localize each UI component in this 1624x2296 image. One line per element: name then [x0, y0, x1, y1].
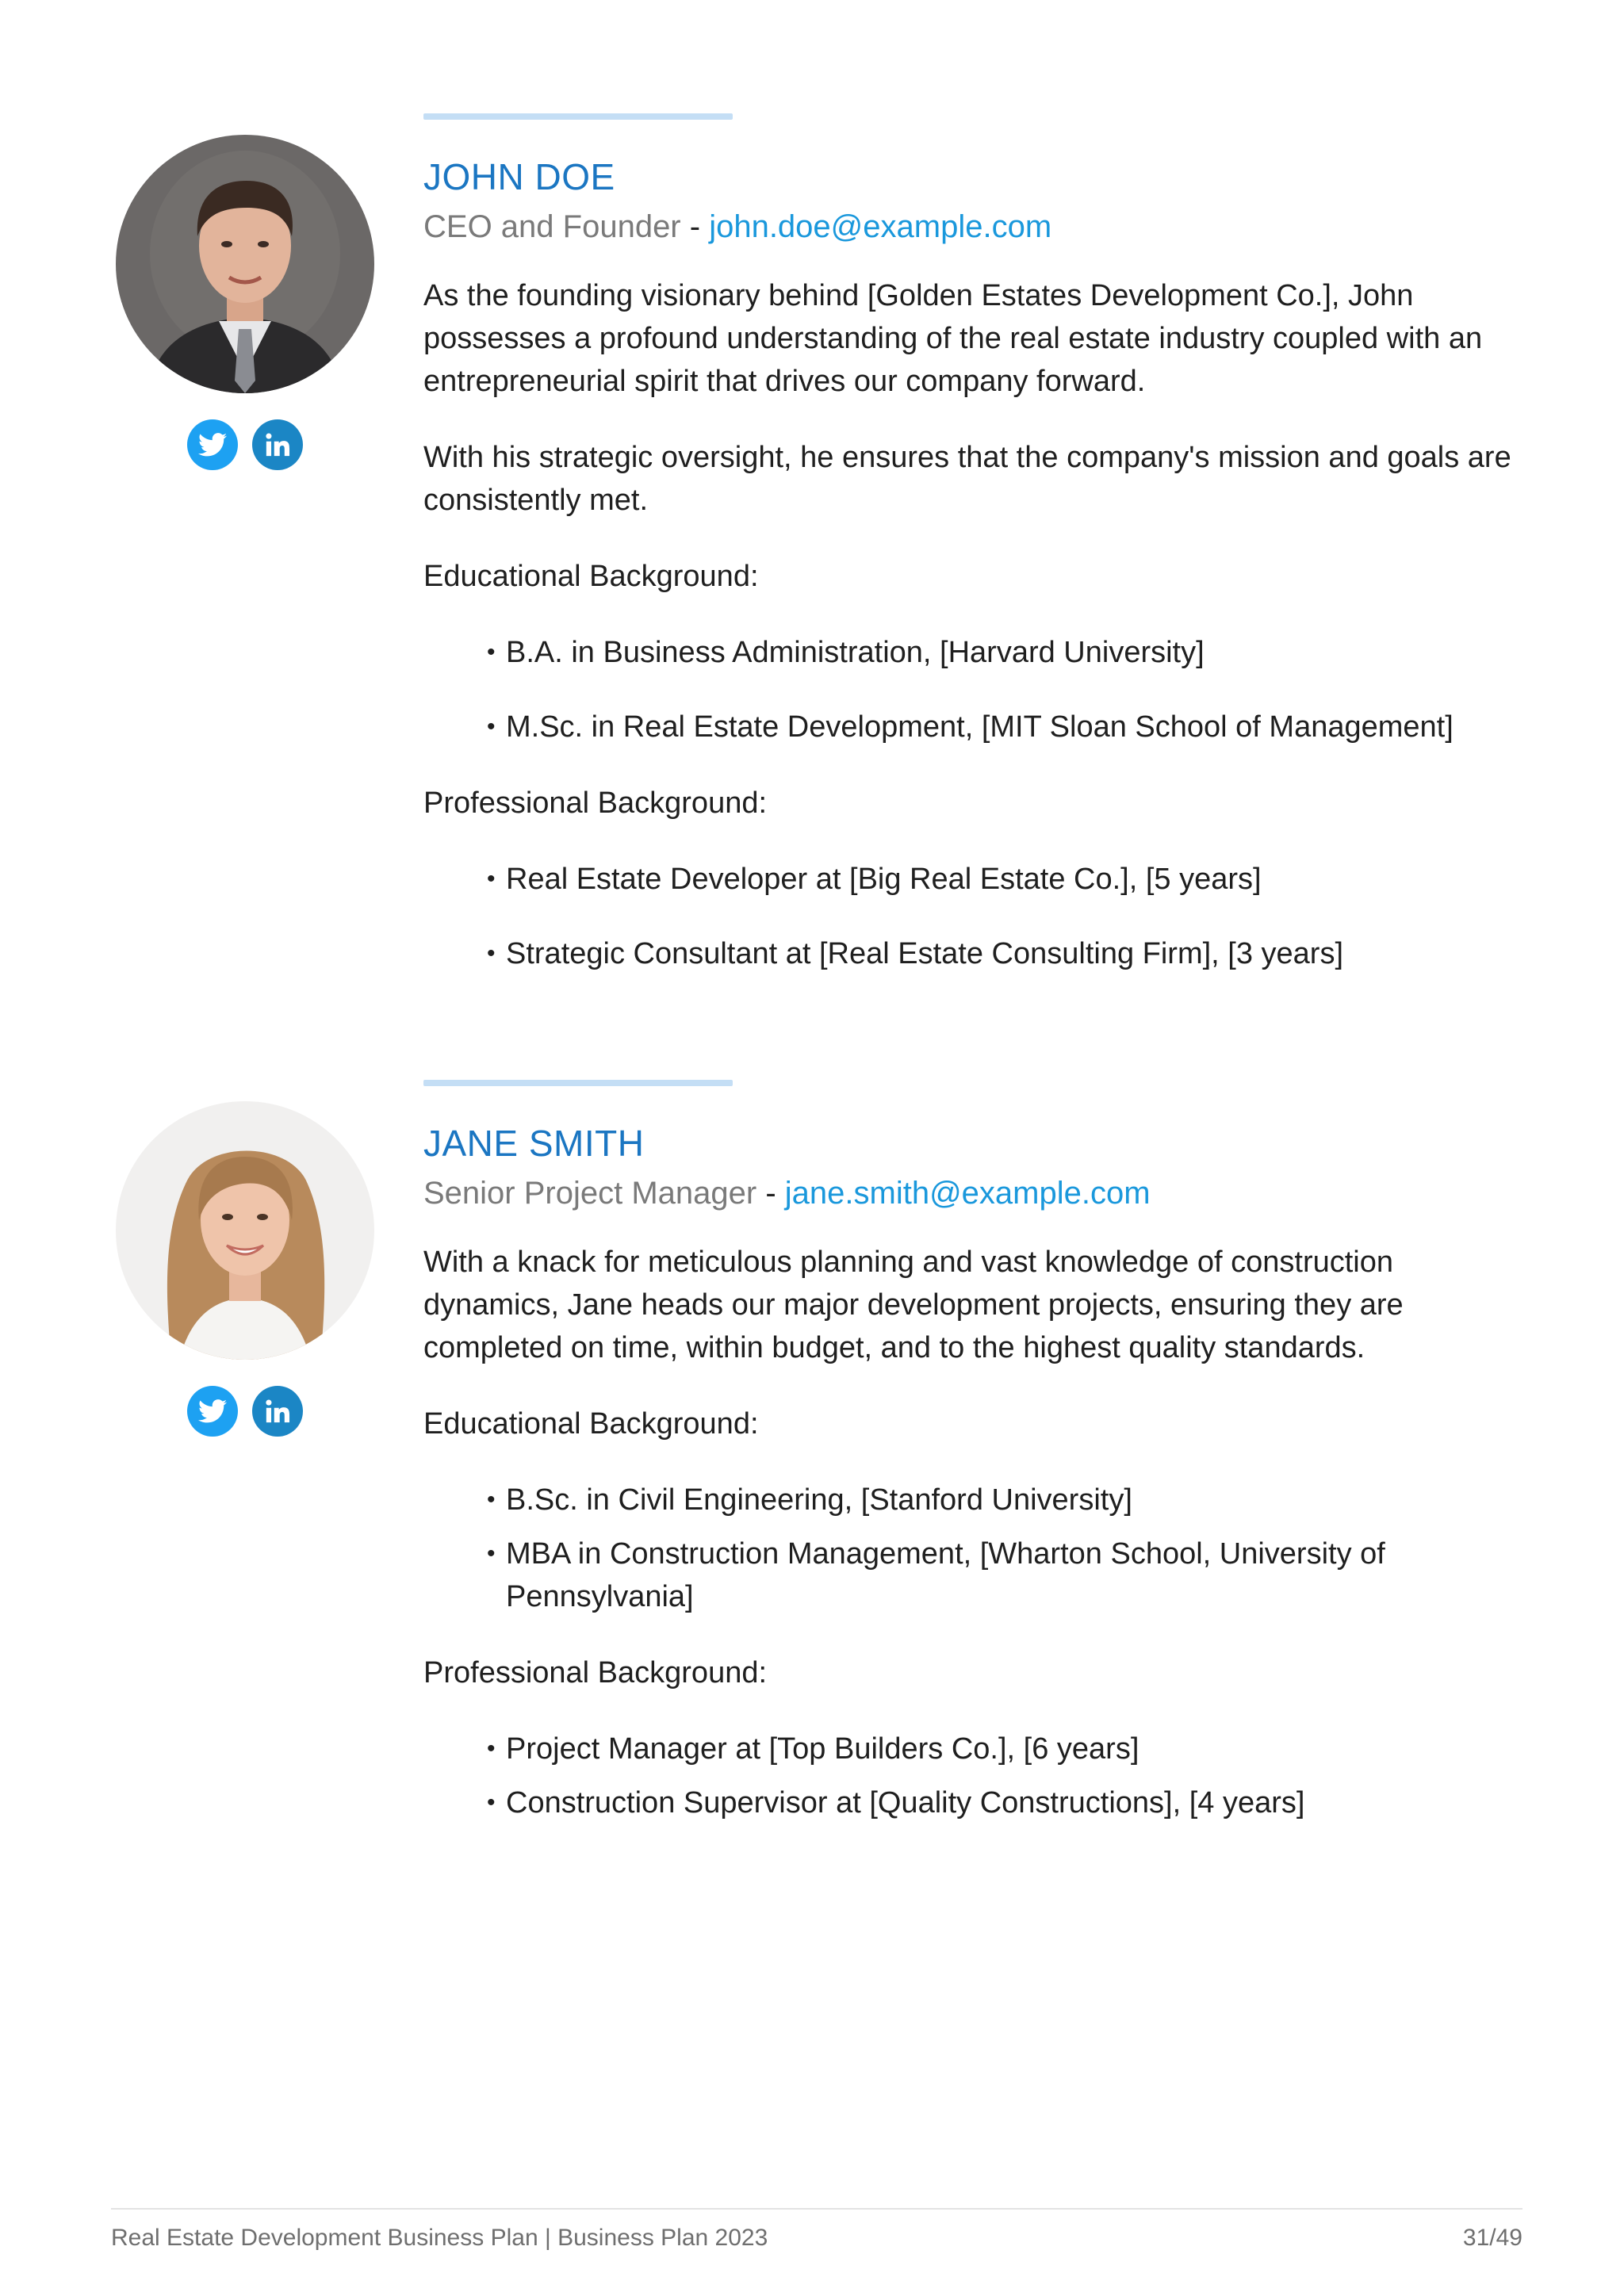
accent-bar — [423, 1080, 733, 1086]
role-separator: - — [756, 1175, 785, 1211]
role-line — [423, 208, 1534, 246]
social-links — [187, 419, 303, 470]
social-links — [187, 1386, 303, 1437]
education-list — [423, 1479, 1534, 1618]
role-line — [423, 1174, 1534, 1212]
profile-content — [423, 113, 1534, 975]
email-link[interactable]: john.doe@example.com — [709, 209, 1052, 244]
list-item: • MBA in Construction Management, [Wharton School, University of Pennsylvania] — [487, 1533, 1434, 1618]
professional-list — [423, 1728, 1534, 1824]
accent-bar — [423, 113, 733, 120]
person-role: Senior Project Manager — [423, 1175, 757, 1211]
list-item: • Strategic Consultant at [Real Estate Consulting Firm], [3 years] — [487, 932, 1534, 975]
list-item: • Real Estate Developer at [Big Real Estate Co.], [5 years] — [487, 858, 1534, 901]
man-portrait-image — [116, 135, 374, 393]
professional-list — [423, 858, 1534, 975]
twitter-icon[interactable] — [187, 1386, 238, 1437]
twitter-icon[interactable] — [187, 419, 238, 470]
list-item: • M.Sc. in Real Estate Development, [MIT Sloan School of Management] — [487, 706, 1534, 748]
woman-portrait-image — [116, 1101, 374, 1360]
linkedin-icon[interactable] — [252, 1386, 303, 1437]
email-link[interactable]: jane.smith@example.com — [784, 1175, 1151, 1211]
footer-page-number: 31/49 — [1462, 2225, 1522, 2251]
person-name: JANE SMITH — [423, 1123, 645, 1164]
footer-document-title: Real Estate Development Business Plan | Business Plan 2023 — [111, 2225, 768, 2251]
professional-heading: Professional Background: — [423, 786, 768, 820]
bio-paragraph: As the founding visionary behind [Golden Estates Development Co.], John possesses a profound understanding of the real estate industry coupled with an entrepreneurial spirit that drives our company forward. — [423, 278, 1483, 398]
list-item: • Project Manager at [Top Builders Co.], [6 years] — [487, 1728, 1534, 1770]
education-list — [423, 631, 1534, 748]
linkedin-icon[interactable] — [252, 419, 303, 470]
list-item: • B.A. in Business Administration, [Harvard University] — [487, 631, 1534, 674]
bio-paragraph: With his strategic oversight, he ensures that the company's mission and goals are consistently met. — [423, 440, 1511, 517]
list-item: • Construction Supervisor at [Quality Constructions], [4 years] — [487, 1781, 1534, 1824]
education-heading: Educational Background: — [423, 1406, 759, 1441]
education-heading: Educational Background: — [423, 559, 759, 593]
person-name: JOHN DOE — [423, 156, 615, 197]
professional-heading: Professional Background: — [423, 1655, 768, 1689]
role-separator: - — [680, 209, 710, 244]
profile-content — [423, 1080, 1534, 1824]
list-item: • B.Sc. in Civil Engineering, [Stanford University] — [487, 1479, 1534, 1521]
bio-paragraph: With a knack for meticulous planning and vast knowledge of construction dynamics, Jane heads our major development projects, ensuring they are completed on time, within budget, and to the highest quality standards. — [423, 1245, 1404, 1364]
profile-photo — [116, 135, 374, 393]
profile-photo — [116, 1101, 374, 1360]
footer-divider — [111, 2208, 1522, 2210]
person-role: CEO and Founder — [423, 209, 681, 244]
